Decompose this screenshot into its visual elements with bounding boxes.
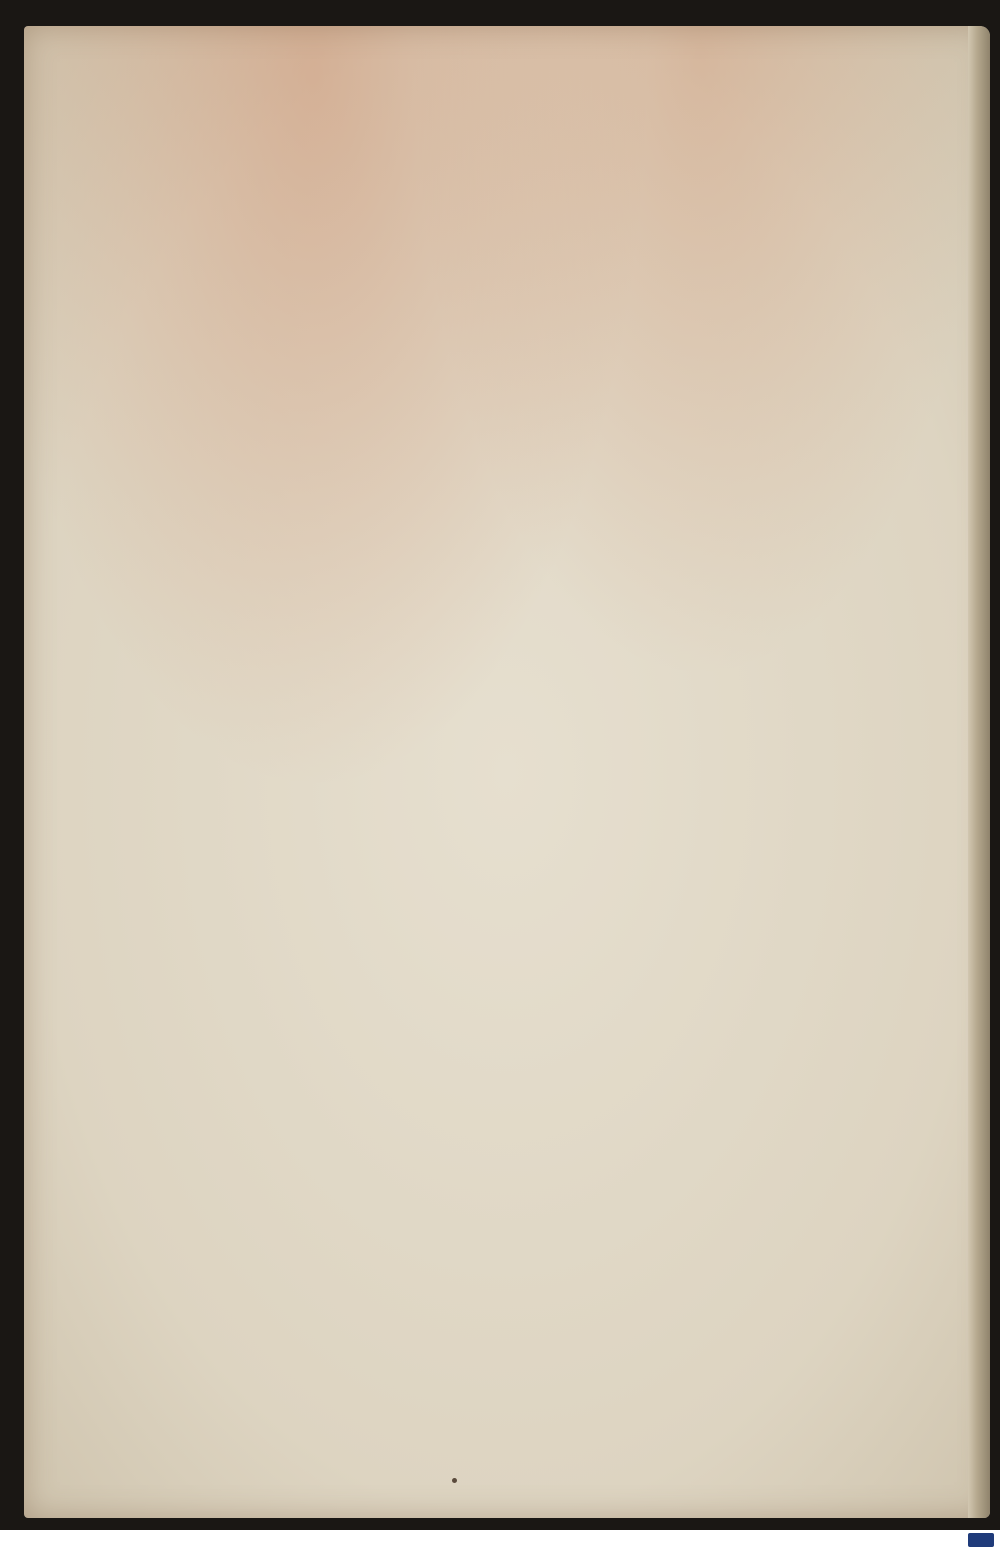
page-edge xyxy=(968,26,990,1518)
ink-spot xyxy=(452,1478,457,1483)
book-page xyxy=(24,26,990,1518)
dfg-logo xyxy=(968,1533,994,1547)
footer-bar xyxy=(0,1530,1000,1551)
